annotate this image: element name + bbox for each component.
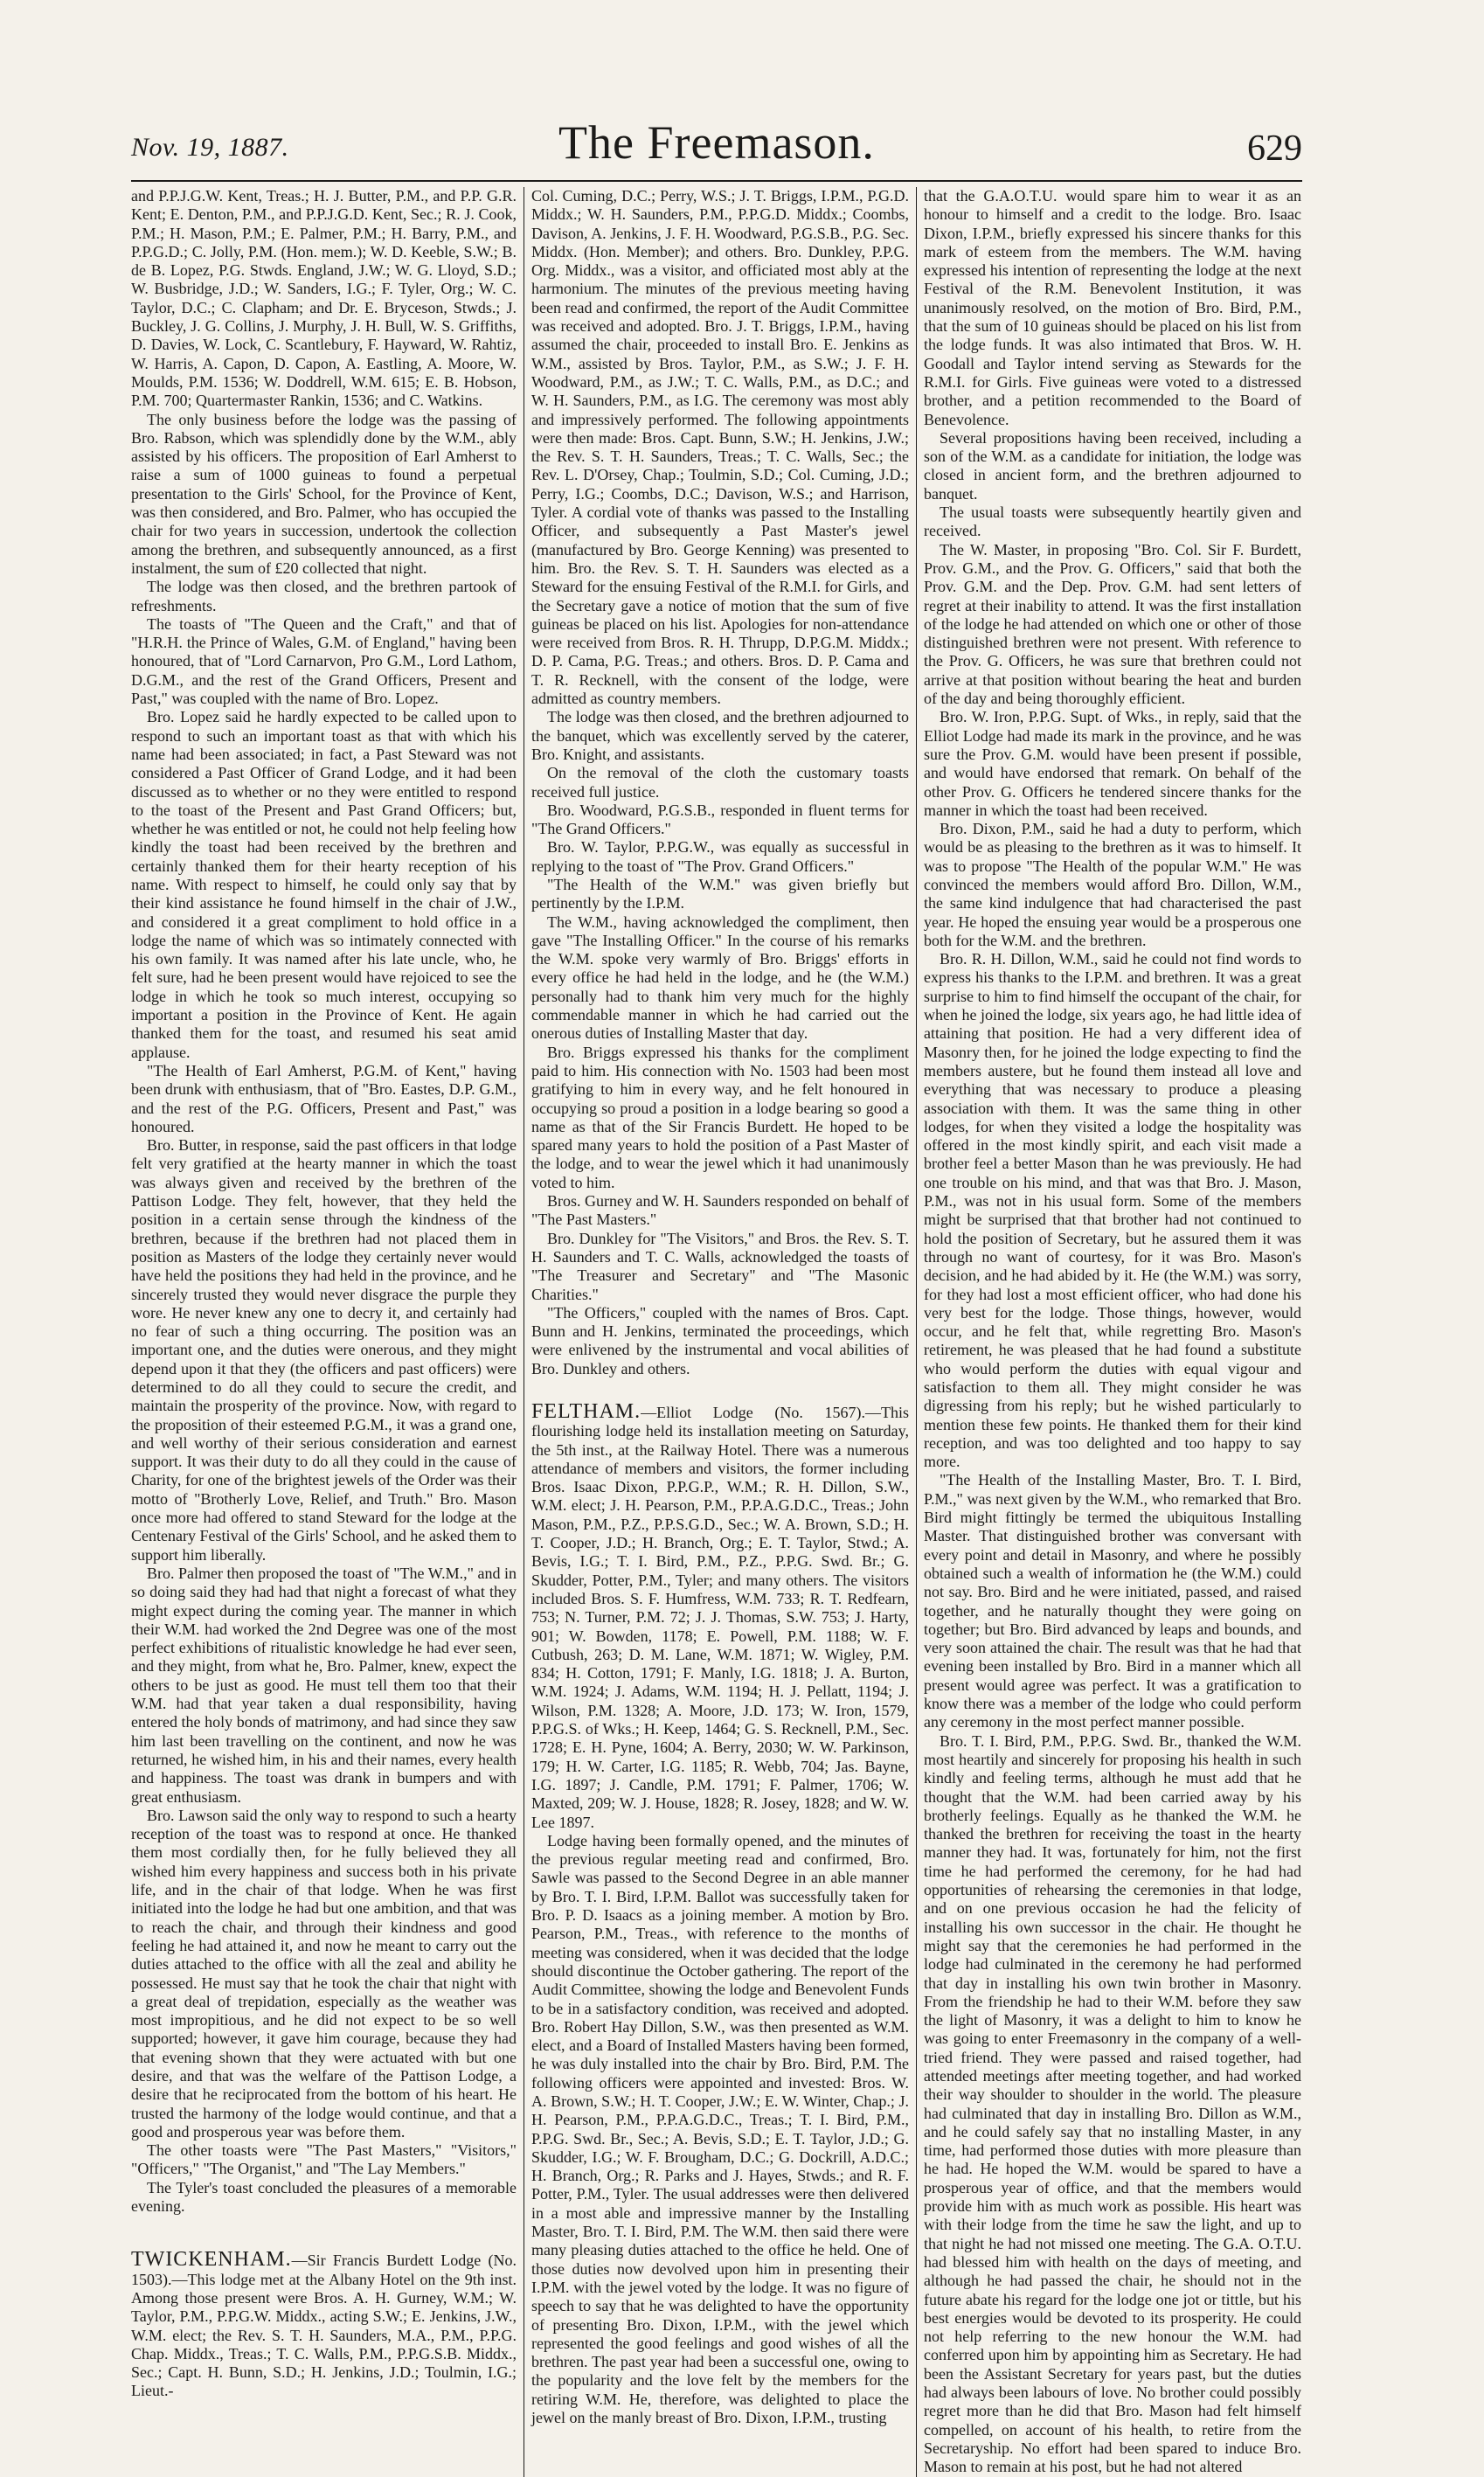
paragraph: Bros. Gurney and W. H. Saunders responded on behalf of "The Past Masters.": [531, 1192, 909, 1229]
paragraph: Bro. W. Iron, P.P.G. Supt. of Wks., in reply, said that the Elliot Lodge had made its mark in the province, and he was sure the Prov. G.M. would have been present if possible, and would have endorsed that remark. On behalf of the other Prov. G. Officers he tendered sincere thanks for the manner in which the toast had been received.: [924, 708, 1301, 819]
article-columns: [131, 187, 1302, 2476]
issue-date: Nov. 19, 1887.: [131, 133, 289, 162]
paragraph: The W.M., having acknowledged the compliment, then gave "The Installing Officer." In the course of his remarks the W.M. spoke very warmly of Bro. Briggs' efforts in every office he had held in the lodge, and he (the W.M.) personally had to thank him very much for the highly commendable manner in which he had carried out the onerous duties of Installing Master that day.: [531, 912, 909, 1043]
paragraph: Bro. Woodward, P.G.S.B., responded in fluent terms for "The Grand Officers.": [531, 801, 909, 838]
section-heading: TWICKENHAM.: [131, 2248, 292, 2272]
column-3: [916, 187, 1301, 2477]
section-text: —Elliot Lodge (No. 1567).—This flourishing lodge held its installation meeting on Saturday, the 5th inst., at the Railway Hotel. There was a numerous attendance of members and visitors, the former including Bros. Isaac Dixon, P.P.G.P., W.M.; R. H. Dillon, S.W., W.M. elect; J. H. Pearson, P.M., P.P.A.G.D.C., Treas.; John Mason, P.M., P.Z., P.P.S.G.D., Sec.; W. A. Brown, S.D.; H. T. Cooper, J.D.; H. Branch, Org.; E. T. Taylor, Stwd.; A. Bevis, I.G.; T. I. Bird, P.M., P.Z., P.P.G. Swd. Br.; G. Skudder, Potter, P.M., Tyler; and many others. The visitors included Bros. S. F. Humfress, W.M. 733; R. T. Redfearn, 753; N. Turner, P.M. 72; J. J. Thomas, S.W. 753; J. Harty, 901; W. Bowden, 1178; E. Powell, P.M. 1188; W. F. Cutbush, 263; D. M. Lane, W.M. 1871; W. Wigley, P.M. 834; H. Cotton, 1791; F. Manly, I.G. 1818; J. A. Burton, W.M. 1924; J. Adams, W.M. 1194; H. J. Pellatt, 1194; J. Wilson, P.M. 1328; A. Moore, J.D. 173; W. Iron, 1579, P.P.G.S. of Wks.; H. Keep, 1464; G. S. Recknell, P.M., Sec. 1728; E. H. Pyne, 1604; A. Berry, 2030; W. W. Parkinson, 179; H. W. Carter, I.G. 1185; R. Webb, 704; Jas. Bayne, I.G. 1897; J. Candle, P.M. 1791; F. Palmer, 1706; W. Maxted, 209; W. J. House, 1828; R. Josey, 1828; and W. W. Lee 1897.: [531, 1404, 909, 1831]
masthead-rule: [131, 180, 1302, 182]
paragraph: "The Officers," coupled with the names of Bros. Capt. Bunn and H. Jenkins, terminated the proceedings, which were enlivened by the instrumental and vocal abilities of Bro. Dunkley and others.: [531, 1303, 909, 1377]
paragraph: Bro. Butter, in response, said the past officers in that lodge felt very gratified at the hearty manner in which the toast was always given and received by the brethren of the Pattison Lodge. They felt, however, that they held the position in a certain sense through the kindness of the brethren, because if the brethren had not placed them in position as Masters of the lodge they certainly never would have held the positions they had held in the province, and he sincerely trusted they would never disgrace the purple they wore. He never knew any one to decry it, and certainly had no fear of such a thing occurring. The position was an important one, and the duties were onerous, and they might depend upon it that they (the officers and past officers) were determined to do all they could to secure the credit, and maintain the prosperity of the province. Now, with regard to the proposition of their esteemed P.G.M., it was a grand one, and well worthy of their serious consideration and earnest support. It was their duty to do all they could in the cause of Charity, for one of the brightest jewels of the Order was their motto of "Brotherly Love, Relief, and Truth." Bro. Mason once more had offered to stand Steward for the lodge at the Centenary Festival of the Girls' School, and he asked them to support him liberally.: [131, 1136, 517, 1564]
paragraph: "The Health of Earl Amherst, P.G.M. of Kent," having been drunk with enthusiasm, that of "Bro. Eastes, D.P. G.M., and the rest of the P.G. Officers, Present and Past," was honoured.: [131, 1061, 517, 1135]
masthead: [131, 110, 1302, 175]
paragraph: Bro. T. I. Bird, P.M., P.P.G. Swd. Br., thanked the W.M. most heartily and sincerely for proposing his health in such kindly and feeling terms, although he must add that he thought that the W.M. had been carried away by his brotherly feelings. Equally as he thanked the W.M. he thanked the brethren for receiving the toast in the hearty manner they had. It was, fortunately for him, not the first time he had performed the ceremony, for he had had opportunities of rehearsing the ceremonies in that lodge, and on one previous occasion he had the felicity of installing his own successor in the chair. He thought he might say that the ceremonies he had performed in the lodge had culminated in the ceremony he had performed that day in installing his own twin brother in Masonry. From the friendship he had to their W.M. before they saw the light of Masonry, it was a delight to him to know he was going to enter Freemasonry in the company of a well-tried friend. They were passed and raised together, had attended meetings after meeting together, and had worked their way shoulder to shoulder in the world. The pleasure had culminated that day in installing Bro. Dillon as W.M., and he could safely say that no installing Master, in any time, had performed those duties with more pleasure than he had. He hoped the W.M. would be spared to have a prosperous year of office, and that the members would provide him with as much work as possible. His heart was with their lodge from the time he saw the light, and up to that night he had not missed one meeting. The G.A. O.T.U. had blessed him with health on the days of meeting, and although he had passed the chair, he should not in the future abate his regard for the lodge one jot or tittle, but his best energies would be devoted to its prosperity. He could not help referring to the new honour the W.M. had conferred upon him by appointing him as Secretary. He had been the Assistant Secretary for years past, but the duties had always been labours of love. No brother could possibly regret more than he did that Bro. Mason had felt himself compelled, on account of his health, to retire from the Secretaryship. No effort had been spared to induce Bro. Mason to remain at his post, but he had not altered: [924, 1731, 1301, 2476]
paragraph: "The Health of the W.M." was given briefly but pertinently by the I.P.M.: [531, 875, 909, 912]
section-heading: FELTHAM.: [531, 1400, 641, 1423]
paragraph: Lodge having been formally opened, and the minutes of the previous regular meeting read and confirmed, Bro. Sawle was passed to the Second Degree in an able manner by Bro. T. I. Bird, I.P.M. Ballot was successfully taken for Bro. P. D. Isaacs as a joining member. A motion by Bro. Pearson, P.M., Treas., with reference to the months of meeting was considered, when it was decided that the lodge should discontinue the October gathering. The report of the Audit Committee, showing the lodge and Benevolent Funds to be in a satisfactory condition, was received and adopted. Bro. Robert Hay Dillon, S.W., was then presented as W.M. elect, and a Board of Installed Masters having been formed, he was duly installed into the chair by Bro. Bird, P.M. The following officers were appointed and invested: Bros. W. A. Brown, S.W.; H. T. Cooper, J.W.; E. W. Winter, Chap.; J. H. Pearson, P.M., P.P.A.G.D.C., Treas.; T. I. Bird, P.M., P.P.G. Swd. Br., Sec.; A. Bevis, S.D.; E. T. Taylor, J.D.; G. Skudder, I.G.; W. F. Brougham, D.C.; G. Dockrill, A.D.C.; H. Branch, Org.; R. Parks and J. Hayes, Stwds.; and R. F. Potter, P.M., Tyler. The usual addresses were then delivered in a most able and impressive manner by the Installing Master, Bro. T. I. Bird, P.M. The W.M. then said there were many pleasing duties attached to the office he held. One of those duties now devolved upon him in presenting their I.P.M. with the jewel voted by the lodge. It was no figure of speech to say that he was delighted to have the opportunity of presenting Bro. Dixon, I.P.M., with the jewel which represented the good feelings and good wishes of all the brethren. The past year had been a successful one, owing to the popularity and the love felt by the members for the retiring W.M. He, therefore, was delighted to place the jewel on the manly breast of Bro. Dixon, I.P.M., trusting: [531, 1831, 909, 2427]
paragraph: Col. Cuming, D.C.; Perry, W.S.; J. T. Briggs, I.P.M., P.G.D. Middx.; W. H. Saunders, P.M., P.P.G.D. Middx.; Coombs, Davison, A. Jenkins, J. F. H. Woodward, P.G.S.B., P.G. Sec. Middx. (Hon. Member); and others. Bro. Dunkley, P.P.G. Org. Middx., was a visitor, and officiated most ably at the harmonium. The minutes of the previous meeting having been read and confirmed, the report of the Audit Committee was received and adopted. Bro. J. T. Briggs, I.P.M., having assumed the chair, proceeded to install Bro. E. Jenkins as W.M., assisted by Bros. Taylor, P.M., as S.W.; J. F. H. Woodward, P.M., as J.W.; T. C. Walls, P.M., as D.C.; and W. H. Saunders, P.M., as I.G. The ceremony was most ably and impressively performed. The following appointments were then made: Bros. Capt. Bunn, S.W.; H. Jenkins, J.W.; the Rev. S. T. H. Saunders, Treas.; T. C. Walls, Sec.; the Rev. L. D'Orsey, Chap.; Toulmin, S.D.; Col. Cuming, J.D.; Perry, I.G.; Coombs, D.C.; Davison, W.S.; and Harrison, Tyler. A cordial vote of thanks was passed to the Installing Officer, and subsequently a Past Master's jewel (manufactured by Bro. George Kenning) was presented to him. Bro. the Rev. S. T. H. Saunders was elected as a Steward for the ensuing Festival of the R.M.I. for Girls, and the Secretary gave a notice of motion that the sum of five guineas be placed on his list. Apologies for non-attendance were received from Bros. R. H. Thrupp, D.P.G.M. Middx.; D. P. Cama, P.G. Treas.; and others. Bros. D. P. Cama and T. R. Recknell, with the consent of the lodge, were admitted as country members.: [531, 187, 909, 708]
paragraph: The only business before the lodge was the passing of Bro. Rabson, which was splendidly done by the W.M., ably assisted by his officers. The proposition of Earl Amherst to raise a sum of 1000 guineas to found a perpetual presentation to the Girls' School, for the Province of Kent, was then considered, and Bro. Palmer, who has occupied the chair for two years in succession, undertook the collection among the brethren, and subsequently announced, as a first instalment, the sum of £20 collected that night.: [131, 410, 517, 577]
paragraph: Bro. W. Taylor, P.P.G.W., was equally as successful in replying to the toast of "The Prov. Grand Officers.": [531, 838, 909, 875]
paragraph: The W. Master, in proposing "Bro. Col. Sir F. Burdett, Prov. G.M., and the Prov. G. Officers," said that both the Prov. G.M. and the Dep. Prov. G.M. had sent letters of regret at their inability to attend. It was the first installation of the lodge he had attended on which one or other of those distinguished brethren were not present. With reference to the Prov. G. Officers, he was sure that brethren could not arrive at that position without bearing the heat and burden of the day and being thoroughly efficient.: [924, 540, 1301, 708]
paragraph: "The Health of the Installing Master, Bro. T. I. Bird, P.M.," was next given by the W.M., who remarked that Bro. Bird might fittingly be termed the ubiquitous Installing Master. That distinguished brother was conversant with every point and detail in Masonry, and where he possibly obtained such a wealth of information he (the W.M.) could not say. Bro. Bird and he were initiated, passed, and raised together, and he naturally thought they were going on together; but Bro. Bird advanced by leaps and bounds, and very soon attained the chair. The result was that he had that evening been installed by Bro. Bird in a manner which all present would agree was perfect. It was a gratification to know there was a member of the lodge who could perform any ceremony in the most perfect manner possible.: [924, 1471, 1301, 1731]
paragraph: and P.P.J.G.W. Kent, Treas.; H. J. Butter, P.M., and P.P. G.R. Kent; E. Denton, P.M., and P.P.J.G.D. Kent, Sec.; R. J. Cook, P.M.; H. Mason, P.M.; E. Palmer, P.M.; H. Barry, P.M., and P.P.G.D.; C. Jolly, P.M. (Hon. mem.); W. D. Keeble, S.W.; B. de B. Lopez, P.G. Stwds. England, J.W.; W. G. Lloyd, S.D.; W. Busbridge, J.D.; W. Sanders, I.G.; F. Tyler, Org.; W. C. Taylor, D.C.; C. Clapham; and Dr. E. Bryceson, Stwds.; J. Buckley, J. G. Collins, J. Murphy, J. H. Bull, W. S. Griffiths, D. Davies, W. Lock, C. Scantlebury, F. Hayward, W. Rahtiz, W. Harris, A. Capon, D. Capon, A. Eastling, A. Moore, W. Moulds, P.M. 1536; W. Doddrell, W.M. 615; E. B. Hobson, P.M. 700; Quartermaster Rankin, 1536; and C. Watkins.: [131, 187, 517, 410]
newspaper-title: The Freemason.: [558, 116, 875, 169]
paragraph: Bro. Dixon, P.M., said he had a duty to perform, which would be as pleasing to the brethren as it was to himself. It was to propose "The Health of the popular W.M." He was convinced the members would afford Bro. Dillon, W.M., the same kind indulgence that had characterised the past year. He hoped the ensuing year would be a prosperous one both for the W.M. and the brethren.: [924, 820, 1301, 949]
paragraph: that the G.A.O.T.U. would spare him to wear it as an honour to himself and a credit to the lodge. Bro. Isaac Dixon, I.P.M., briefly expressed his sincere thanks for this mark of esteem from the members. The W.M. having expressed his intention of representing the lodge at the next Festival of the R.M. Benevolent Institution, it was unanimously resolved, on the motion of Bro. Bird, P.M., that the sum of 10 guineas should be placed on his list from the lodge funds. It was also intimated that Bros. W. H. Goodall and Taylor intend serving as Stewards for the R.M.I. for Girls. Five guineas were voted to a distressed brother, and a petition recommended to the Board of Benevolence.: [924, 187, 1301, 428]
paragraph: Bro. Lopez said he hardly expected to be called upon to respond to such an important toast as that with which his name had been associated; in fact, a Past Steward was not considered a Past Officer of Grand Lodge, and it had been discussed as to whether or no they were entitled to respond to the toast of the Present and Past Grand Officers; but, whether he was entitled or not, he could not help feeling how kindly the toast had been received by the brethren and certainly thanked them for their hearty reception of his name. With respect to himself, he could only say that by their kind assistance he found himself in the chair of J.W., and considered it a great compliment to hold office in a lodge the name of which was so intimately connected with his own family. It was named after his late uncle, who, he felt sure, had he been present would have rejoiced to see the lodge in which he took so much interest, occupying so important a position in the Province of Kent. He again thanked them for the toast, and resumed his seat amid applause.: [131, 708, 517, 1061]
paragraph: Bro. Dunkley for "The Visitors," and Bros. the Rev. S. T. H. Saunders and T. C. Walls, acknowledged the toasts of "The Treasurer and Secretary" and "The Masonic Charities.": [531, 1229, 909, 1303]
paragraph: Bro. Lawson said the only way to respond to such a hearty reception of the toast was to respond at once. He thanked them most cordially then, for he fully believed they all wished him every happiness and success both in his private life, and in the chair of that lodge. When he was first initiated into the lodge he had but one ambition, and that was to reach the chair, and through their kindness and good feeling he had attained it, and now he meant to carry out the duties attached to the office with all the zeal and ability he possessed. He must say that he took the chair that night with a great deal of trepidation, especially as the weather was most impropitious, and he did not expect to be so well supported; however, it gave him courage, because they had that evening shown that they were actuated with but one desire, and that was the welfare of the Pattison Lodge, a desire that he reciprocated from the bottom of his heart. He trusted the harmony of the lodge would continue, and that a good and prosperous year was before them.: [131, 1806, 517, 2140]
paragraph: Bro. Palmer then proposed the toast of "The W.M.," and in so doing said they had had that night a forecast of what they might expect during the coming year. The manner in which their W.M. had worked the 2nd Degree was one of the most perfect exhibitions of ritualistic knowledge he had ever seen, and they might, from what he, Bro. Palmer, knew, expect the others to be just as good. He must tell them too that their W.M. had that year taken a dual responsibility, having entered the holy bonds of matrimony, and had since they saw him last been travelling on the continent, and now he was returned, he wished him, in his and their names, every health and happiness. The toast was drank in bumpers and with great enthusiasm.: [131, 1564, 517, 1806]
paragraph: The lodge was then closed, and the brethren adjourned to the banquet, which was excellently served by the caterer, Bro. Knight, and assistants.: [531, 708, 909, 763]
column-2: [524, 187, 909, 2477]
paragraph: On the removal of the cloth the customary toasts received full justice.: [531, 764, 909, 801]
column-1: [131, 187, 517, 2477]
paragraph: The usual toasts were subsequently heartily given and received.: [924, 503, 1301, 540]
page-number: 629: [1247, 128, 1302, 169]
section-paragraph: [131, 2248, 517, 2400]
section-text: —Sir Francis Burdett Lodge (No. 1503).—This lodge met at the Albany Hotel on the 9th inst. Among those present were Bros. A. H. Gurney, W.M.; W. Taylor, P.M., P.P.G.W. Middx., acting S.W.; E. Jenkins, J.W., W.M. elect; the Rev. S. T. H. Saunders, M.A., P.M., P.P.G. Chap. Middx., Treas.; T. C. Walls, P.M., P.P.G.S.B. Middx., Sec.; Capt. H. Bunn, S.D.; H. Jenkins, J.D.; Toulmin, I.G.; Lieut.-: [131, 2252, 517, 2400]
paragraph: Bro. Briggs expressed his thanks for the compliment paid to him. His connection with No. 1503 had been most gratifying to him in every way, and he felt honoured in occupying so proud a position in a lodge bearing so good a name as that of the Sir Francis Burdett. He hoped to be spared many years to hold the position of a Past Master of the lodge, and to wear the jewel which it had unanimously voted to him.: [531, 1043, 909, 1191]
section-paragraph: [531, 1400, 909, 1832]
paragraph: The lodge was then closed, and the brethren partook of refreshments.: [131, 578, 517, 614]
paragraph: Several propositions having been received, including a son of the W.M. as a candidate for initiation, the lodge was closed in ancient form, and the brethren adjourned to banquet.: [924, 428, 1301, 503]
paragraph: The Tyler's toast concluded the pleasures of a memorable evening.: [131, 2178, 517, 2216]
paragraph: Bro. R. H. Dillon, W.M., said he could not find words to express his thanks to the I.P.M. and brethren. It was a great surprise to him to find himself the occupant of the chair, for when he joined the lodge, six years ago, he had little idea of attaining that position. He had a very different idea of Masonry then, for he joined the lodge expecting to find the members austere, but he found them instead all love and everything that was necessary to produce a pleasing association with them. It was the same thing in other lodges, for when they visited a lodge the hospitality was offered in the most kindly spirit, and each visit made a brother feel a better Mason than he was previously. He had one trouble on his mind, and that was that Bro. J. Mason, P.M., was not in his usual form. Some of the members might be surprised that that brother had not continued to hold the position of Secretary, but he assured them it was through no want of courtesy, for it was Bro. Mason's decision, and he had abided by it. He (the W.M.) was sorry, for they had lost a most efficient officer, who had done his very best for the lodge. Those things, however, would occur, and he felt that, while regretting Bro. Mason's retirement, he was pleased that he had found a substitute who would perform the duties with equal vigour and satisfaction to them all. They might consider he was digressing from his reply; but he wished particularly to mention these few points. He thanked them for their kind reception, and was too delighted and too happy to say more.: [924, 950, 1301, 1471]
paragraph: The other toasts were "The Past Masters," "Visitors," "Officers," "The Organist," and "The Lay Members.": [131, 2141, 517, 2178]
paragraph: The toasts of "The Queen and the Craft," and that of "H.R.H. the Prince of Wales, G.M. of England," having been honoured, that of "Lord Carnarvon, Pro G.M., Lord Lathom, D.G.M., and the rest of the Grand Officers, Present and Past," was coupled with the name of Bro. Lopez.: [131, 614, 517, 708]
